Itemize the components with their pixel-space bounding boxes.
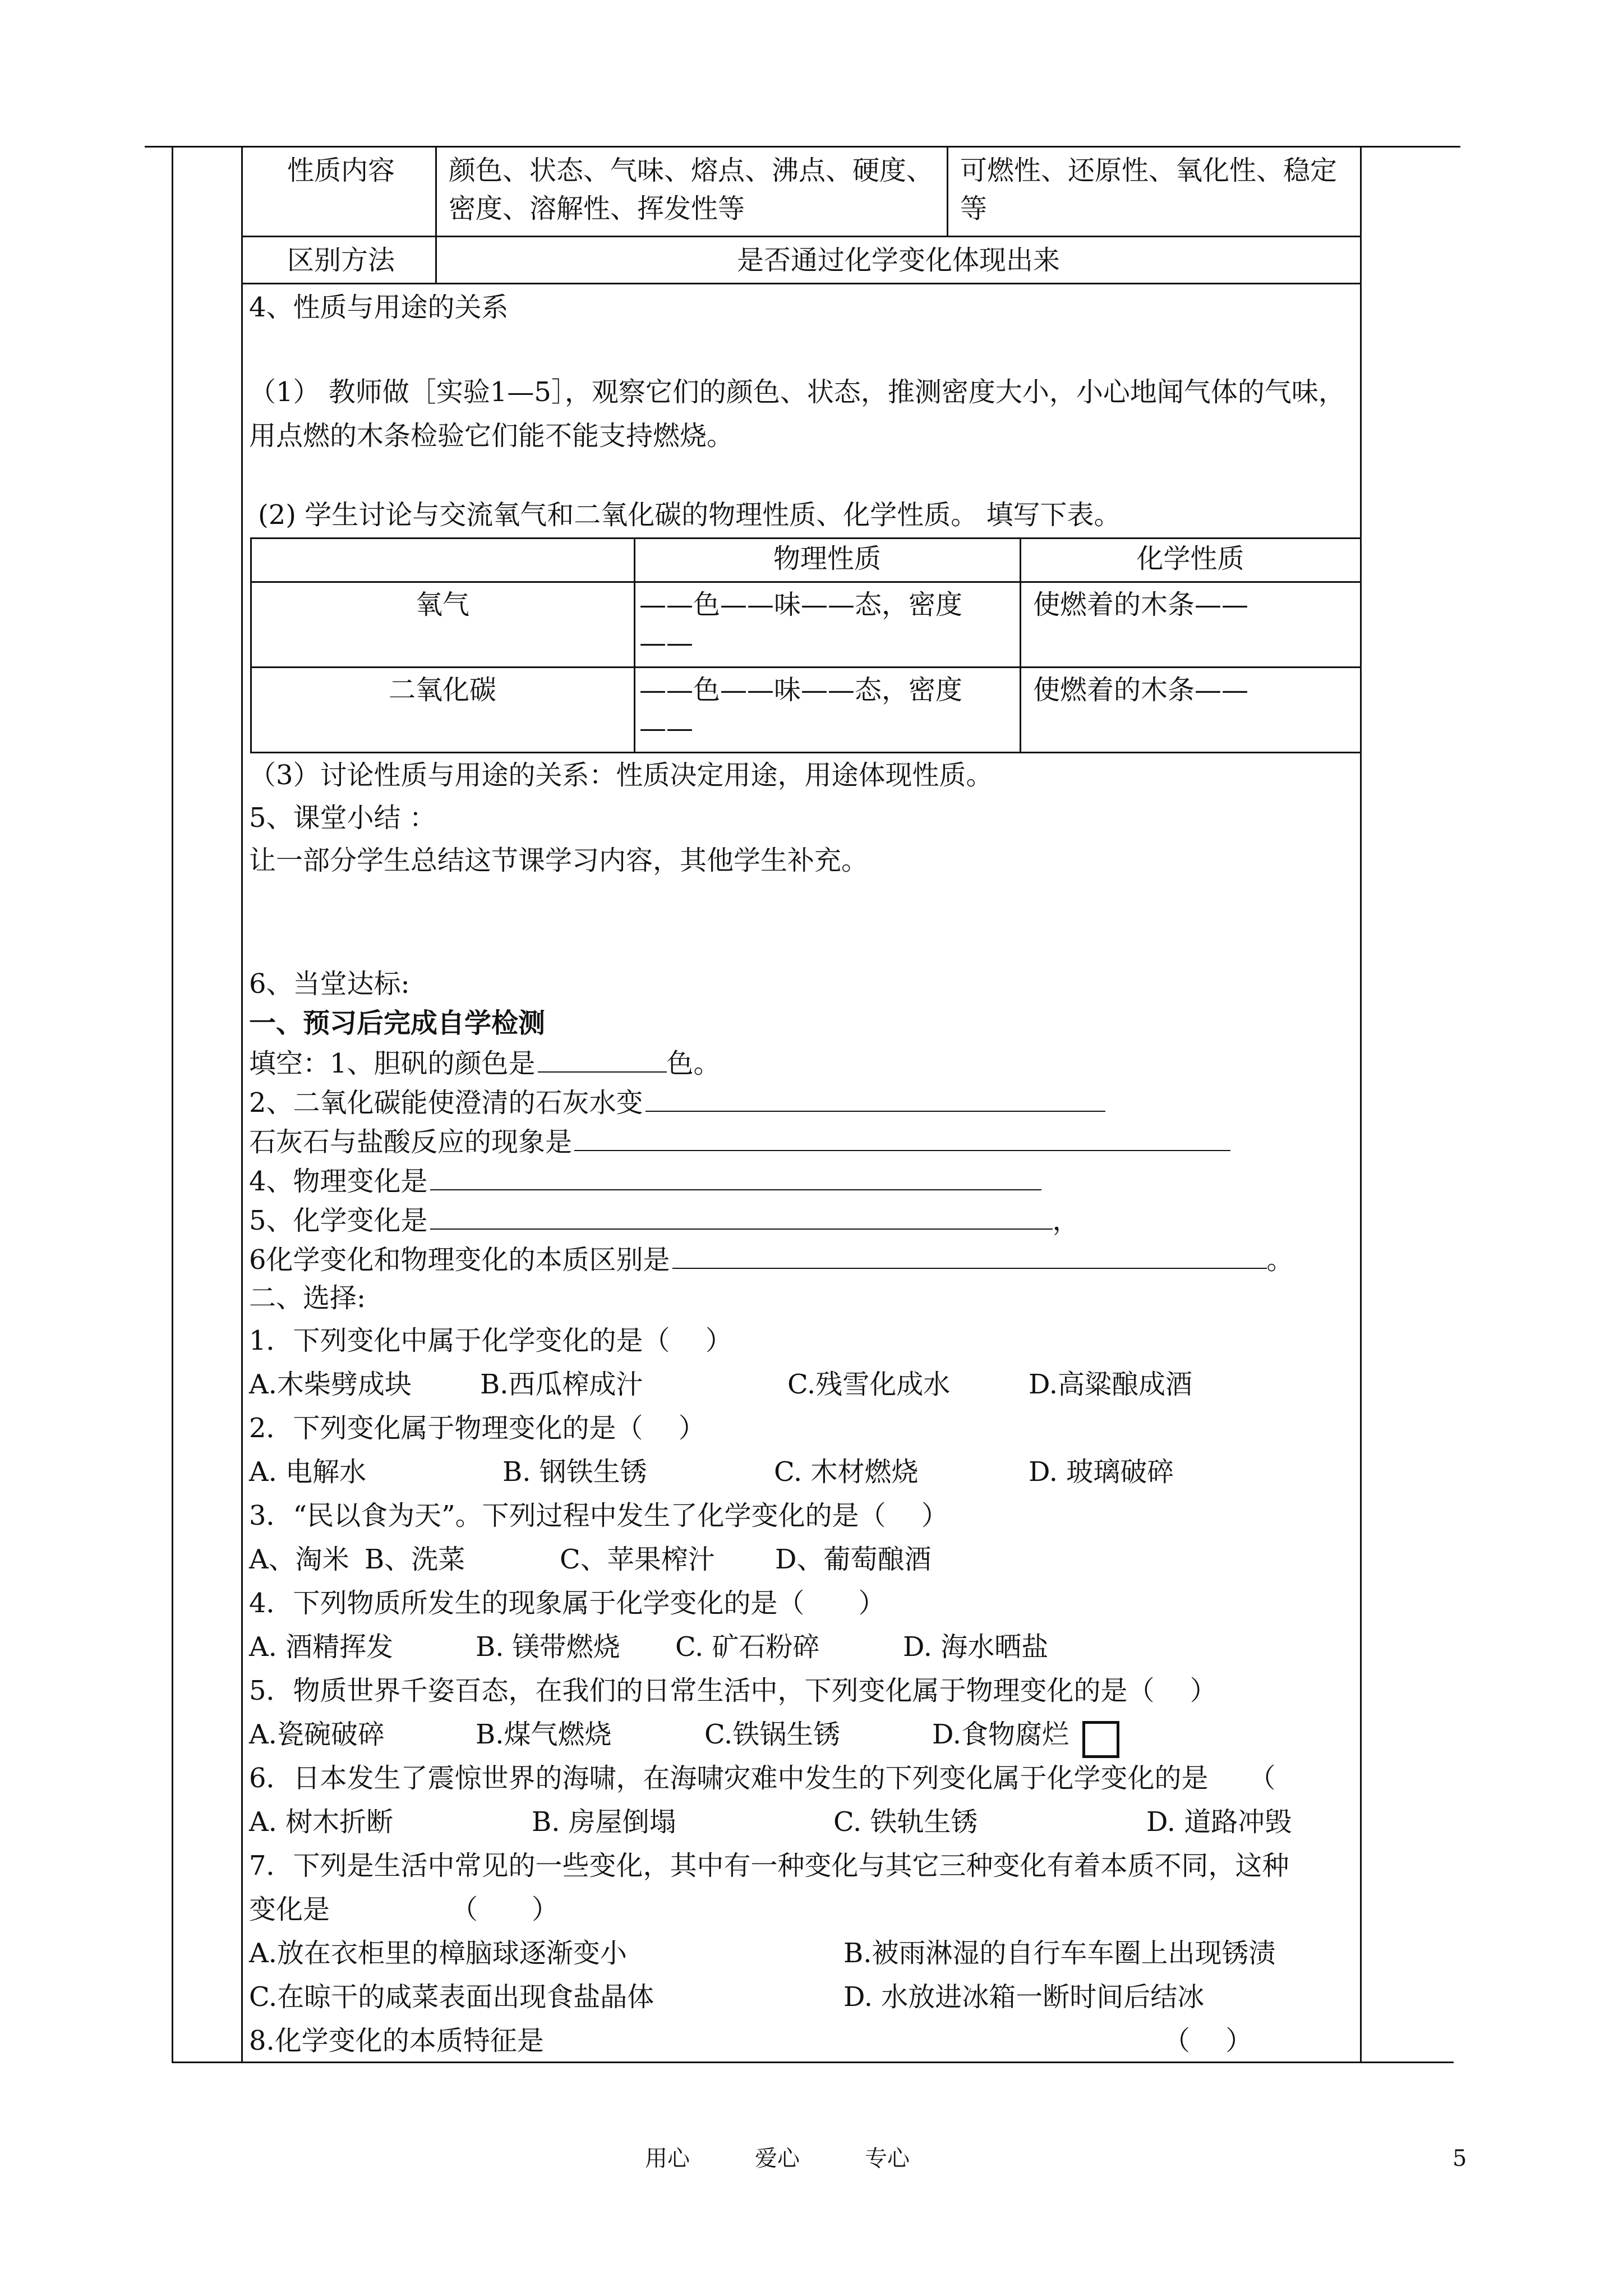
section6-title: 6、当堂达标: [249, 968, 410, 1000]
q3-option-c: C、苹果榨汁 [560, 1544, 715, 1575]
fill-item-5: 5、化学变化是 ， [249, 1200, 1080, 1240]
q6-option-b: B. 房屋倒塌 [532, 1806, 676, 1838]
q4-option-d: D. 海水晒盐 [903, 1631, 1049, 1663]
q6-option-a: A. 树木折断 [249, 1806, 394, 1838]
q7-option-c: C.在晾干的咸菜表面出现食盐晶体 [249, 1981, 654, 2013]
footer-word-1: 用心 [645, 2146, 690, 2171]
q3-option-a: A、淘米 [249, 1544, 349, 1575]
table1-physical-properties: 颜色、状态、气味、熔点、沸点、硬度、密度、溶解性、挥发性等 [449, 155, 934, 224]
fill-item-1: 填空：1、胆矾的颜色是 色。 [249, 1043, 721, 1083]
table2-row-co2-physical: ——色——味——态，密度—— [639, 674, 963, 744]
question-6: 6．日本发生了震惊世界的海啸，在海啸灾难中发生的下列变化属于化学变化的是 （ [249, 1763, 1276, 1794]
q4-option-a: A. 酒精挥发 [249, 1631, 394, 1663]
q3-option-b: B、洗菜 [365, 1544, 465, 1575]
bottom-rule [172, 2062, 1454, 2063]
left-inner-border [241, 147, 243, 2063]
q7-option-b: B.被雨淋湿的自行车车圈上出现锈渍 [843, 1938, 1276, 1969]
footer-word-3: 专心 [865, 2146, 910, 2171]
q6-option-d: D. 道路冲毁 [1146, 1806, 1292, 1838]
part1-title: 一、预习后完成自学检测 [249, 1007, 546, 1039]
q2-option-d: D. 玻璃破碎 [1029, 1456, 1174, 1488]
question-1: 1．下列变化中属于化学变化的是（ ） [249, 1325, 732, 1356]
q5-option-d: D.食物腐烂 [932, 1719, 1069, 1750]
q7-option-a: A.放在衣柜里的樟脑球逐渐变小 [249, 1938, 627, 1969]
fill-item-6: 6化学变化和物理变化的本质区别是 。 [249, 1240, 1294, 1279]
question-5: 5．物质世界千姿百态，在我们的日常生活中，下列变化属于物理变化的是（ ） [249, 1675, 1217, 1706]
q3-option-d: D、葡萄酿酒 [775, 1544, 932, 1575]
q6-option-c: C. 铁轨生锈 [833, 1806, 978, 1838]
q2-option-b: B. 钢铁生锈 [502, 1456, 647, 1488]
question-2: 2．下列变化属于物理变化的是（ ） [249, 1412, 706, 1444]
section5-text: 让一部分学生总结这节课学习内容，其他学生补充。 [249, 845, 869, 876]
table2-row-oxygen-chemical: 使燃着的木条—— [1033, 589, 1249, 620]
section4-paragraph2: (2) 学生讨论与交流氧气和二氧化碳的物理性质、化学性质。 填写下表。 [258, 499, 1121, 531]
q4-option-b: B. 镁带燃烧 [476, 1631, 620, 1663]
table1-row2-header: 区别方法 [287, 245, 395, 276]
table2-row-co2-chemical: 使燃着的木条—— [1033, 674, 1249, 706]
table2-row-oxygen-physical: ——色——味——态，密度—— [639, 589, 963, 659]
question-7-line1: 7．下列是生活中常见的一些变化，其中有一种变化与其它三种变化有着本质不同，这种 [249, 1850, 1289, 1881]
right-border [1360, 147, 1362, 2063]
q5-option-b: B.煤气燃烧 [476, 1719, 612, 1750]
q1-option-b: B.西瓜榨成汁 [480, 1369, 643, 1400]
q2-option-c: C. 木材燃烧 [774, 1456, 919, 1488]
table2-col-physical: 物理性质 [773, 543, 881, 574]
table1-distinguish-method: 是否通过化学变化体现出来 [736, 245, 1060, 276]
table2-row-co2-name: 二氧化碳 [388, 674, 496, 706]
question-8: 8.化学变化的本质特征是 [249, 2025, 544, 2056]
question-7-line2: 变化是 （ ） [249, 1894, 559, 1925]
q1-option-d: D.高粱酿成酒 [1029, 1369, 1193, 1400]
section4-paragraph1: （1） 教师做［实验1—5］，观察它们的颜色、状态，推测密度大小，小心地闻气体的气味，用点燃的木条检验它们能不能支持燃烧。 [249, 376, 1345, 452]
table2-row-oxygen-name: 氧气 [415, 589, 469, 620]
fill-item-2: 2、二氧化碳能使澄清的石灰水变 [249, 1083, 1105, 1122]
q4-option-c: C. 矿石粉碎 [675, 1631, 820, 1663]
answer-box [1082, 1721, 1119, 1758]
page-number: 5 [1453, 2146, 1467, 2171]
question-4: 4．下列物质所发生的现象属于化学变化的是（ ） [249, 1588, 886, 1619]
top-rule [145, 146, 1460, 148]
section4-title: 4、性质与用途的关系 [249, 292, 509, 323]
q5-option-c: C.铁锅生锈 [704, 1719, 841, 1750]
question-8-paren: （ ） [1163, 2025, 1253, 2056]
section5-title: 5、课堂小结 ： [249, 802, 436, 834]
q2-option-a: A. 电解水 [249, 1456, 367, 1488]
paragraph3: （3）讨论性质与用途的关系：性质决定用途，用途体现性质。 [249, 760, 993, 791]
table2-col-chemical: 化学性质 [1136, 543, 1244, 574]
question-3: 3．“民以食为天”。下列过程中发生了化学变化的是（ ） [249, 1500, 948, 1531]
left-outer-border [172, 147, 173, 2063]
part2-title: 二、选择: [249, 1282, 366, 1314]
fill-item-3: 石灰石与盐酸反应的现象是 [249, 1122, 1230, 1161]
fill-item-4: 4、物理变化是 [249, 1161, 1041, 1200]
q7-option-d: D. 水放进冰箱一断时间后结冰 [843, 1981, 1205, 2013]
table1-chemical-properties: 可燃性、还原性、氧化性、稳定等 [960, 155, 1338, 224]
q5-option-a: A.瓷碗破碎 [249, 1719, 385, 1750]
q1-option-c: C.残雪化成水 [787, 1369, 951, 1400]
footer-word-2: 爱心 [755, 2146, 800, 2171]
table1-row1-header: 性质内容 [287, 155, 395, 186]
q1-option-a: A.木柴劈成块 [249, 1369, 412, 1400]
